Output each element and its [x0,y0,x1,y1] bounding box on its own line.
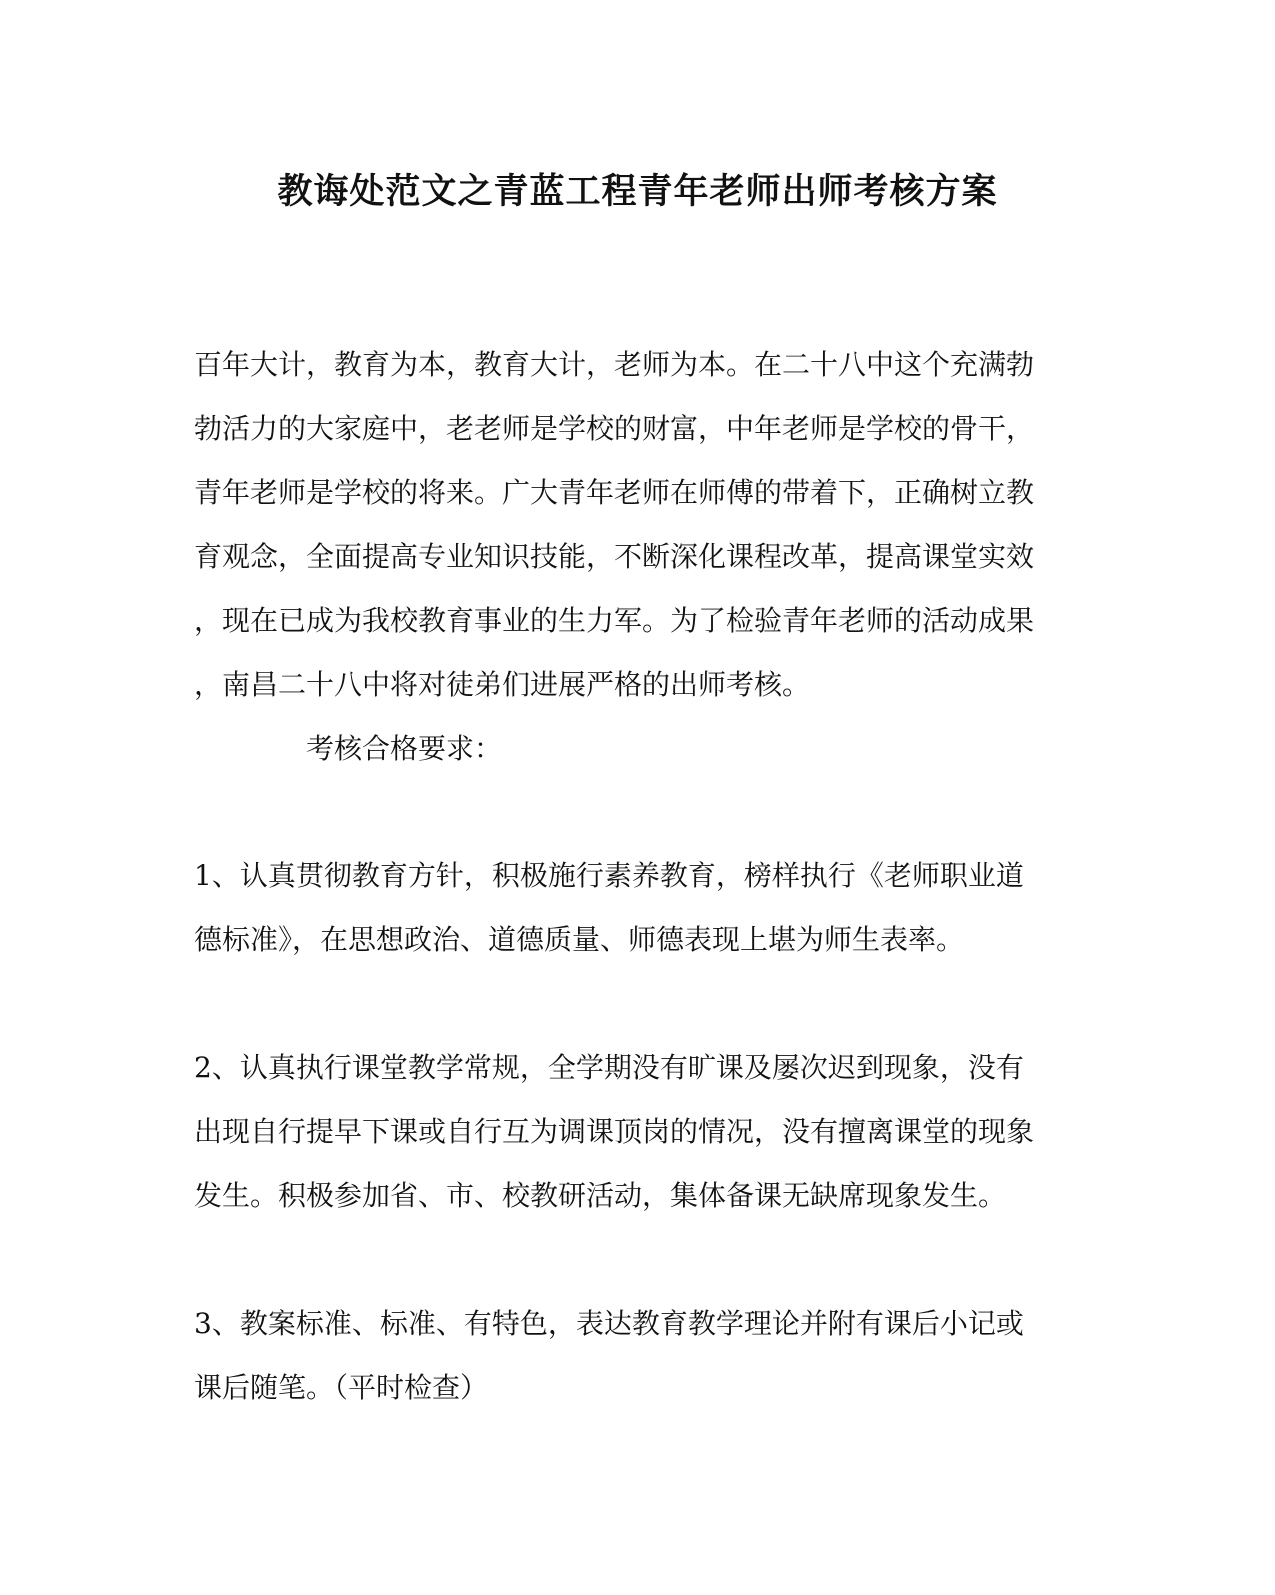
intro-line: ，南昌二十八中将对徒弟们进展严格的出师考核。 [194,668,811,701]
requirement-item-2-line: 出现自行提早下课或自行互为调课顶岗的情况，没有擅离课堂的现象 [194,1115,1035,1148]
requirement-item-3-line: 3、教案标准、标准、有特色，表达教育教学理论并附有课后小记或 [194,1307,1024,1340]
requirement-item-3-line: 课后随笔。（平时检查） [194,1371,489,1404]
intro-line: 百年大计，教育为本，教育大计，老师为本。在二十八中这个充满勃 [194,348,1035,381]
document-title: 教诲处范文之青蓝工程青年老师出师考核方案 [277,171,998,212]
requirements-heading: 考核合格要求： [306,732,503,765]
requirement-item-2-line: 2、认真执行课堂教学常规，全学期没有旷课及屡次迟到现象，没有 [194,1051,1024,1084]
requirement-item-1-line: 1、认真贯彻教育方针，积极施行素养教育，榜样执行《老师职业道 [194,859,1024,892]
intro-line: 勃活力的大家庭中，老老师是学校的财富，中年老师是学校的骨干， [194,412,1035,445]
intro-line: 青年老师是学校的将来。广大青年老师在师傅的带着下，正确树立教 [194,476,1035,509]
intro-line: ，现在已成为我校教育事业的生力军。为了检验青年老师的活动成果 [194,604,1035,637]
intro-line: 育观念，全面提高专业知识技能，不断深化课程改革，提高课堂实效 [194,540,1035,573]
requirement-item-2-line: 发生。积极参加省、市、校教研活动，集体备课无缺席现象发生。 [194,1179,1007,1212]
requirement-item-1-line: 德标准》，在思想政治、道德质量、师德表现上堪为师生表率。 [194,923,965,956]
